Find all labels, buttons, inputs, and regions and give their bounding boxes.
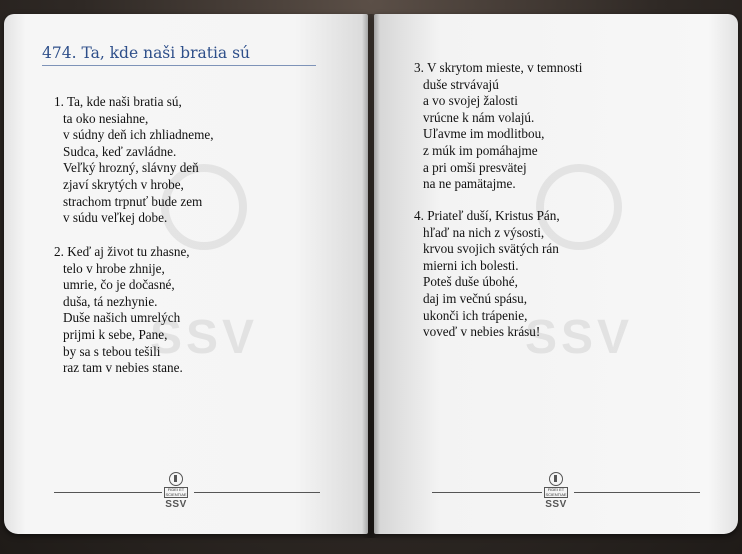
footer-rule-right [574,492,700,493]
stanza-line: hľaď na nich z výsosti, [423,224,545,240]
stanza-line: 4. Priateľ duší, Kristus Pán, [414,208,560,223]
stanza-line: mierni ich bolesti. [423,257,519,273]
left-page [4,14,368,534]
stanza-line: umrie, čo je dočasné, [63,277,175,293]
logo-mark: SSV [545,499,567,510]
watermark-logo-icon: SSV [104,164,304,365]
stanza-line: strachom trpnuť bude zem [63,193,203,209]
stanza-line: z múk im pomáhajme [423,142,538,158]
stanza-line: na ne pamätajme. [423,176,516,192]
logo-mark: SSV [165,499,187,510]
stanza-line: vrúcne k nám volajú. [423,109,535,125]
publisher-logo-icon [544,472,568,510]
watermark-logo-icon: SSV [479,164,679,365]
stanza-3 [414,60,582,193]
stanza-1 [54,94,214,227]
stanza-line: a pri omši presvätej [423,159,527,175]
stanza-line: Veľký hrozný, slávny deň [63,160,199,176]
stanza-line: duša, tá nezhynie. [63,293,158,309]
stanza-4 [414,208,560,341]
logo-motto: FIDEI ET SCIENTIAE [545,487,567,497]
stanza-line: 1. Ta, kde naši bratia sú, [54,94,182,109]
song-title: 474. Ta, kde naši bratia sú [42,44,316,66]
footer-rule-left [54,492,162,493]
stanza-line: 2. Keď aj život tu zhasne, [54,244,190,259]
stanza-line: 3. V skrytom mieste, v temnosti [414,60,583,75]
stanza-line: v súdu veľkej dobe. [63,210,168,226]
stanza-line: by sa s tebou tešili [63,343,161,359]
right-page [374,14,738,534]
stanza-line: duše strvávajú [423,76,499,92]
stanza-2 [54,244,190,377]
stanza-line: daj im večnú spásu, [423,290,528,306]
stanza-line: voveď v nebies krásu! [423,324,541,340]
open-book [0,14,742,546]
stanza-line: a vo svojej žalosti [423,93,518,109]
stanza-line: Poteš duše úbohé, [423,274,518,290]
stanza-line: ta oko nesiahne, [63,110,149,126]
stanza-line: zjaví skrytých v hrobe, [63,176,184,192]
stanza-line: Uľavme im modlitbou, [423,126,545,142]
footer-rule-left [432,492,542,493]
stanza-line: raz tam v nebies stane. [63,360,183,376]
stanza-line: Duše našich umrelých [63,310,181,326]
stanza-line: v súdny deň ich zhliadneme, [63,127,214,143]
stanza-line: Sudca, keď zavládne. [63,143,177,159]
stanza-line: telo v hrobe zhnije, [63,260,165,276]
footer-rule-right [194,492,320,493]
publisher-logo-icon [164,472,188,510]
logo-motto: FIDEI ET SCIENTIAE [165,487,187,497]
stanza-line: ukonči ich trápenie, [423,307,528,323]
stanza-line: krvou svojich svätých rán [423,241,559,257]
stanza-line: prijmi k sebe, Pane, [63,326,168,342]
